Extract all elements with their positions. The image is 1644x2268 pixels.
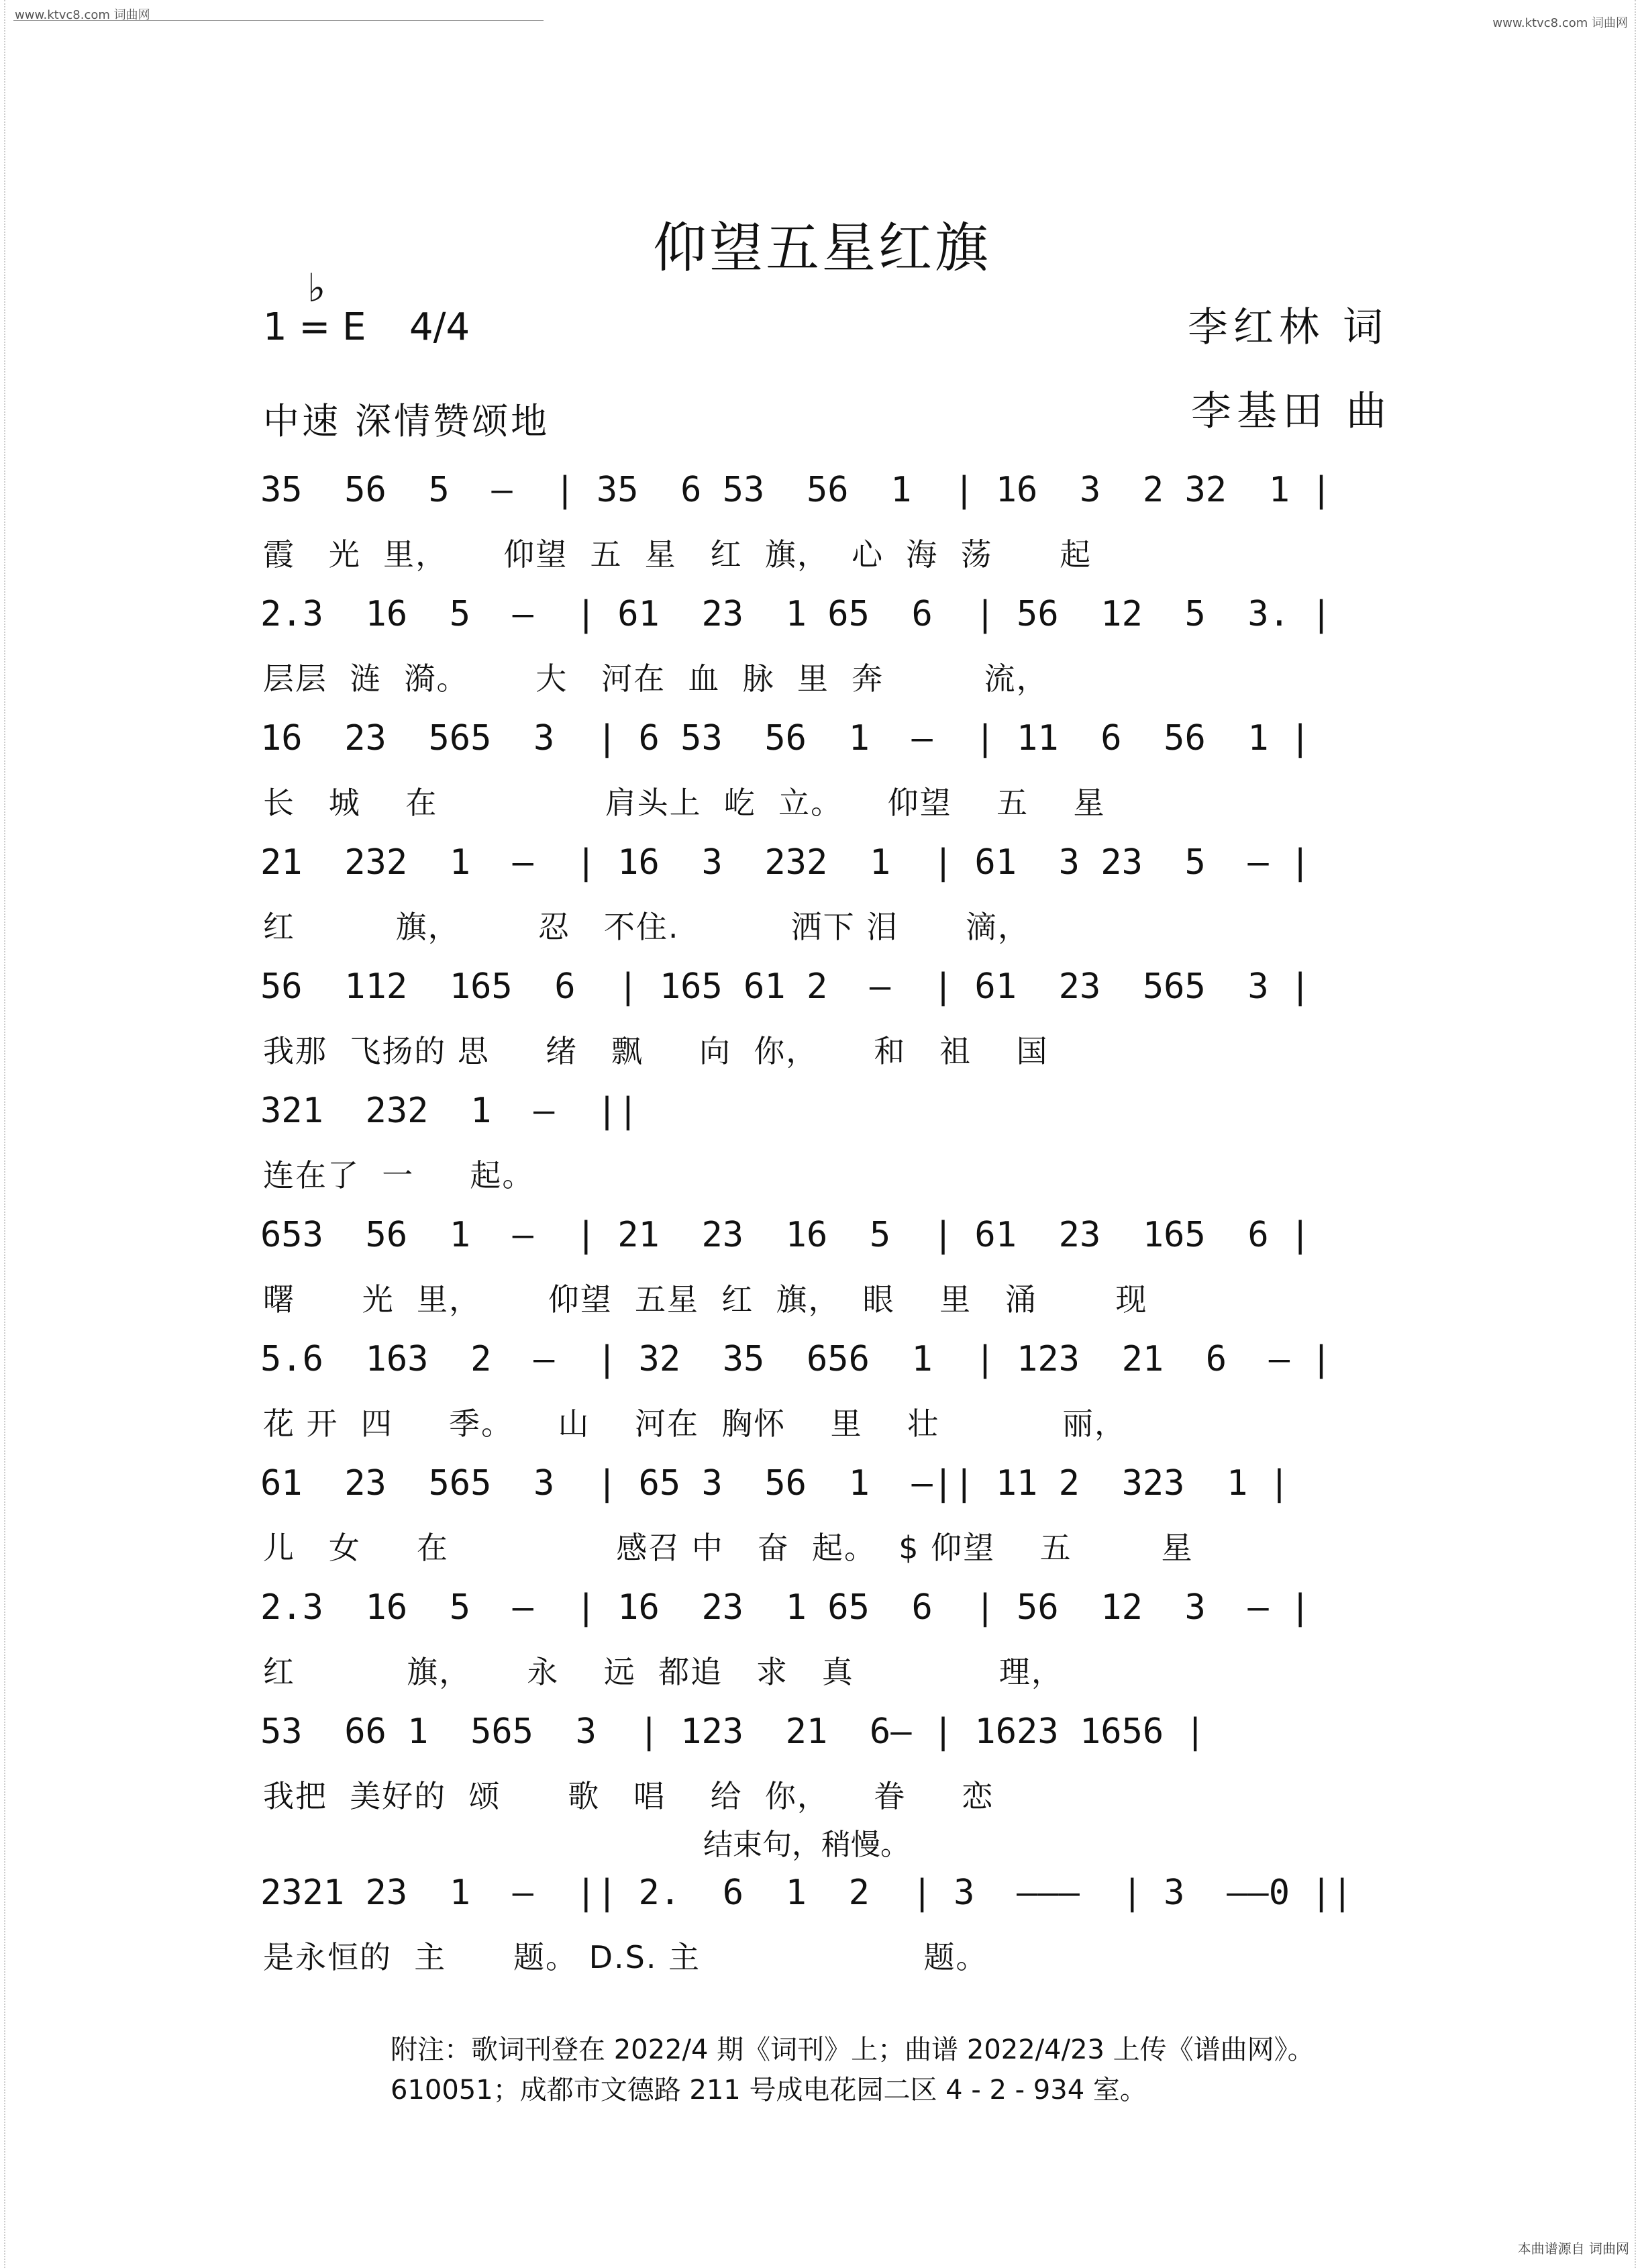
lyric-row: 长 城 在 肩头上 屹 立。 仰望 五 星 xyxy=(263,785,1106,821)
lyric-row: 曙 光 里， 仰望 五星 红 旗， 眼 里 涌 现 xyxy=(263,1281,1148,1318)
lyric-row: 层层 涟 漪。 大 河在 血 脉 里 奔 流， xyxy=(263,660,1049,697)
notation-row: 53 66 1 565 3 | 123 21 6— | 1623 1656 | xyxy=(260,1712,1206,1752)
time-signature: 4/4 xyxy=(409,305,470,349)
notation-row: 2.3 16 5 — | 16 23 1 65 6 | 56 12 3 — | xyxy=(260,1587,1311,1628)
tempo-marking: 中速 深情赞颂地 xyxy=(263,400,550,442)
footnote-line-2: 610051；成都市文德路 211 号成电花园二区 4 - 2 - 934 室。 xyxy=(391,2075,1147,2106)
notation-row: 5.6 163 2 — | 32 35 656 1 | 123 21 6 — | xyxy=(260,1339,1332,1379)
notation-row: 21 232 1 — | 16 3 232 1 | 61 3 23 5 — | xyxy=(260,842,1311,883)
lyricist-credit: 李红林 词 xyxy=(1188,304,1389,351)
lyric-row: 我把 美好的 颂 歌 唱 给 你， 眷 恋 xyxy=(263,1778,994,1814)
notation-row: 16 23 565 3 | 6 53 56 1 — | 11 6 56 1 | xyxy=(260,718,1311,758)
song-title: 仰望五星红旗 xyxy=(653,217,991,279)
notation-row: 61 23 565 3 | 65 3 56 1 —|| 11 2 323 1 | xyxy=(260,1463,1290,1503)
page-edge-right xyxy=(1635,0,1637,2268)
lyric-row: 花 开 四 季。 山 河在 胸怀 里 壮 丽， xyxy=(263,1406,1127,1442)
notation-row: 321 232 1 — || xyxy=(260,1091,639,1131)
lyric-row: 我那 飞扬的 思 绪 飘 向 你， 和 祖 国 xyxy=(263,1033,1049,1069)
key-signature xyxy=(263,265,366,349)
lyric-row: 是永恒的 主 题。 D.S. 主 题。 xyxy=(263,1939,988,1975)
notation-row: 35 56 5 — | 35 6 53 56 1 | 16 3 2 32 1 | xyxy=(260,470,1332,510)
footer-source: 本曲谱源自 词曲网 xyxy=(1517,2240,1629,2257)
lyric-row: 红 旗， 忍 不住. 洒下 泪 滴， xyxy=(263,909,1031,945)
lyric-row: 连在了 一 起。 xyxy=(263,1157,535,1193)
lyric-row: 儿 女 在 感召 中 奋 起。 $ 仰望 五 星 xyxy=(263,1530,1194,1566)
header-source-left: www.ktvc8.com 词曲网 xyxy=(15,8,150,22)
notation-row: 2321 23 1 — || 2. 6 1 2 | 3 ——— | 3 ——0 || xyxy=(260,1873,1353,1913)
notation-row: 653 56 1 — | 21 23 16 5 | 61 23 165 6 | xyxy=(260,1215,1311,1255)
lyric-row: 红 旗， 永 远 都追 求 真 理， xyxy=(263,1654,1064,1690)
header-source-right: www.ktvc8.com 词曲网 xyxy=(1492,16,1628,30)
notation-row: 56 112 165 6 | 165 61 2 — | 61 23 565 3 | xyxy=(260,967,1311,1007)
page-edge-left xyxy=(4,0,7,2268)
footnote-line-1: 附注：歌词刊登在 2022/4 期《词刊》上；曲谱 2022/4/23 上传《谱曲网》。 xyxy=(391,2034,1315,2065)
ending-annotation: 结束句，稍慢。 xyxy=(703,1828,910,1862)
notation-row: 2.3 16 5 — | 61 23 1 65 6 | 56 12 5 3. | xyxy=(260,594,1332,634)
flat-sign: ♭ xyxy=(307,265,326,311)
lyric-row: 霞 光 里， 仰望 五 星 红 旗， 心 海 荡 起 xyxy=(263,536,1092,573)
key-text: 1 = E xyxy=(263,305,366,349)
composer-credit: 李基田 曲 xyxy=(1191,388,1392,435)
